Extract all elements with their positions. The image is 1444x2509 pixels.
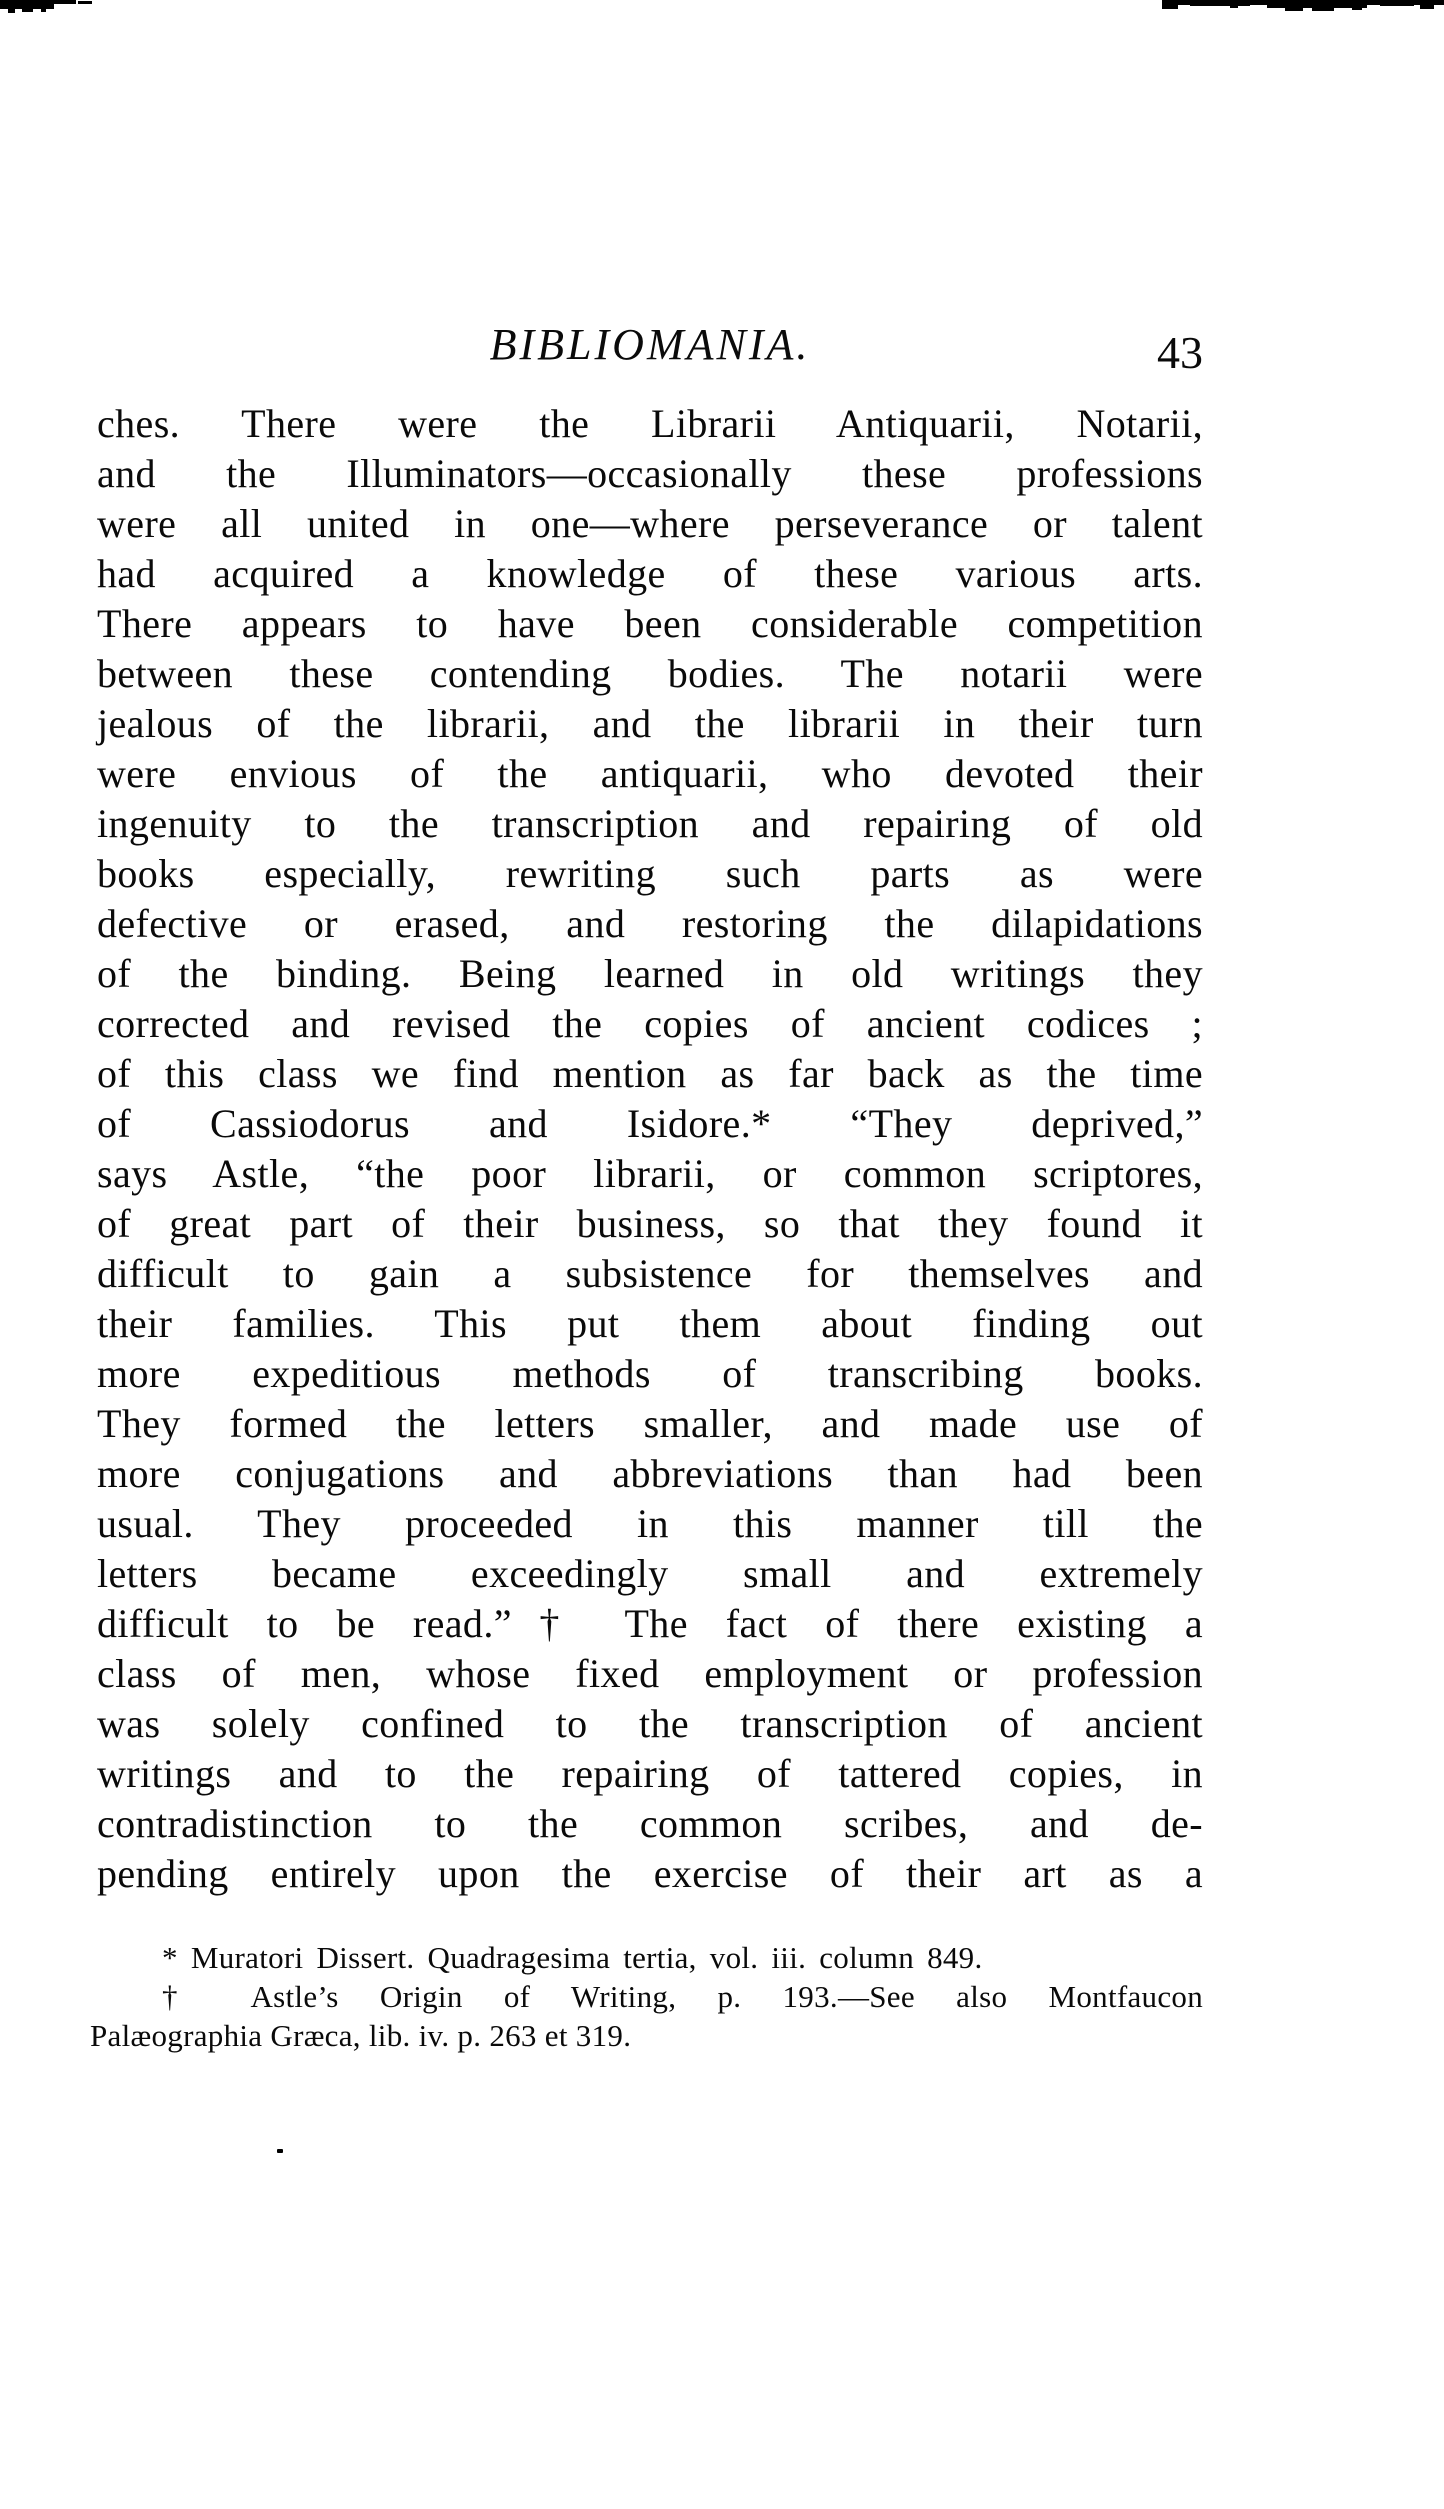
body-line: defective or erased, and restoring the dilapidations [97, 901, 1203, 946]
scan-artifact-top-right-bump [1420, 5, 1434, 9]
body-line: writings and to the repairing of tattered copies, in [97, 1751, 1203, 1796]
body-line: more conjugations and abbreviations than had been [97, 1451, 1203, 1496]
footnote-line: * Muratori Dissert. Quadragesima tertia, vol. iii. column 849. [162, 1940, 983, 1975]
scan-artifact-top-left-bump [22, 9, 33, 12]
body-line: were envious of the antiquarii, who devoted their [97, 751, 1203, 796]
body-line: jealous of the librarii, and the librarii in their turn [97, 701, 1203, 746]
footnote-line: Palæographia Græca, lib. iv. p. 263 et 319. [90, 2018, 632, 2053]
body-text [97, 399, 1203, 1899]
footnote-line: † Astle’s Origin of Writing, p. 193.—See also Montfaucon [162, 1979, 1203, 2014]
body-line: difficult to be read.”† The fact of there existing a [97, 1601, 1203, 1646]
body-line: contradistinction to the common scribes, and de- [97, 1801, 1203, 1846]
body-line: their families. This put them about finding out [97, 1301, 1203, 1346]
scan-artifact-top-right-seg [1380, 0, 1414, 6]
body-line: letters became exceedingly small and extremely [97, 1551, 1203, 1596]
body-line: of Cassiodorus and Isidore.* “They deprived,” [97, 1101, 1203, 1146]
scan-artifact-top-right-bump [1352, 6, 1362, 10]
body-line: ingenuity to the transcription and repairing of old [97, 801, 1203, 846]
body-line: They formed the letters smaller, and made use of [97, 1401, 1203, 1446]
body-line: difficult to gain a subsistence for themselves and [97, 1251, 1203, 1296]
scan-artifact-top-left-bump [8, 9, 15, 13]
body-line: corrected and revised the copies of ancient codices ; [97, 1001, 1203, 1046]
body-line: ches. There were the Librarii Antiquarii, Notarii, [97, 401, 1203, 446]
scan-artifact-top-right-bump [1230, 4, 1238, 8]
body-line: says Astle, “the poor librarii, or common scriptores, [97, 1151, 1203, 1196]
page-number: 43 [1157, 327, 1203, 378]
body-line: of great part of their business, so that they found it [97, 1201, 1203, 1246]
body-line: more expeditious methods of transcribing books. [97, 1351, 1203, 1396]
page-title: BIBLIOMANIA. [489, 320, 811, 369]
footnotes [90, 1938, 1203, 2055]
body-line: of the binding. Being learned in old writings they [97, 951, 1203, 996]
scan-artifact-top-right-seg [1190, 3, 1250, 6]
body-line: were all united in one—where perseverance or talent [97, 501, 1203, 546]
scan-artifact-top-left-tail [0, 0, 76, 4]
body-line: of this class we find mention as far back as the time [97, 1051, 1203, 1096]
body-line: class of men, whose fixed employment or profession [97, 1651, 1203, 1696]
scan-artifact-top-right-bump [1312, 8, 1334, 11]
scan-artifact-top-right-bump [1285, 8, 1303, 11]
body-line: and the Illuminators—occasionally these professions [97, 451, 1203, 496]
body-line: There appears to have been considerable competition [97, 601, 1203, 646]
body-line: books especially, rewriting such parts as were [97, 851, 1203, 896]
body-line: had acquired a knowledge of these various arts. [97, 551, 1203, 596]
body-line: pending entirely upon the exercise of their art as a [97, 1851, 1203, 1896]
scan-artifact-top-left-dash [78, 1, 92, 4]
scan-artifact-top-left-bump [41, 9, 46, 12]
body-line: usual. They proceeded in this manner till the [97, 1501, 1203, 1546]
body-line: was solely confined to the transcription of ancient [97, 1701, 1203, 1746]
body-line: between these contending bodies. The notarii were [97, 651, 1203, 696]
scan-artifact-top-right-ticks [1162, 0, 1178, 9]
ink-speck [277, 2149, 283, 2153]
